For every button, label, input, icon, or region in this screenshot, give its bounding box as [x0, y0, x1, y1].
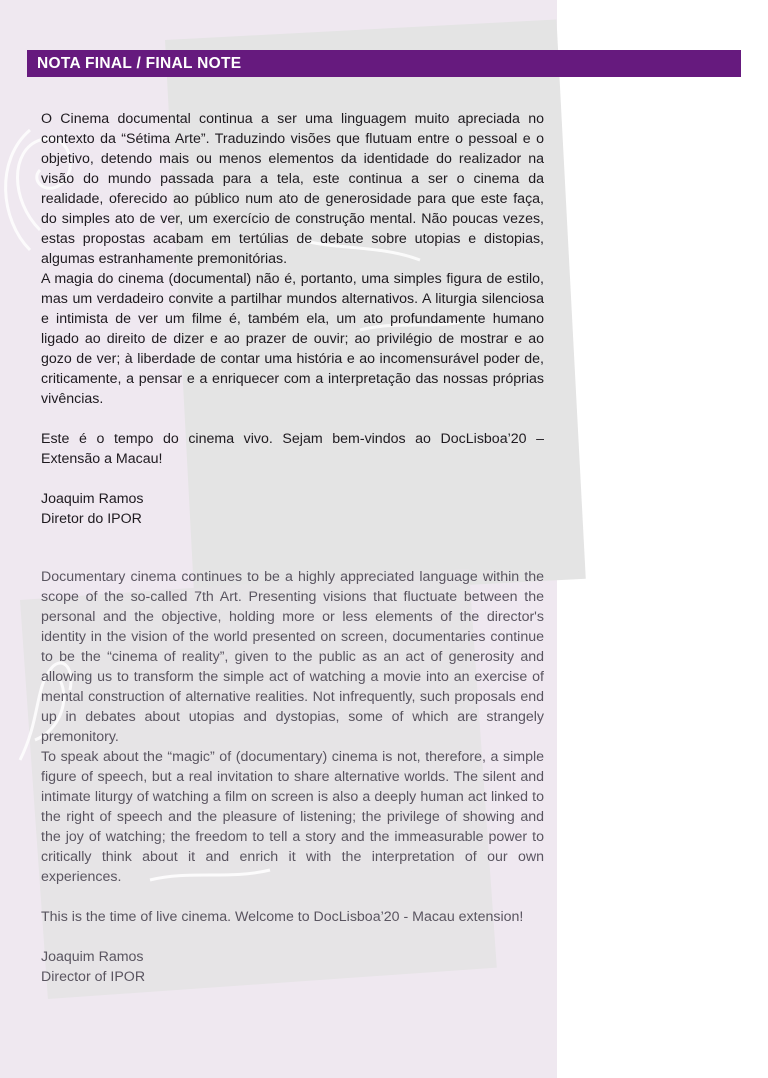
section-header: [27, 50, 741, 77]
pt-paragraph-1: O Cinema documental continua a ser uma linguagem muito apreciada no contexto da “Sétima Arte”. Traduzindo visões que flutuam entre o pessoal e o objetivo, detendo mais ou menos elementos da identidade do realizador na visão do mundo passada para a tela, este continua a ser o cinema da realidade, oferecido ao público num ato de generosidade para que este faça, do simples ato de ver, um exercício de construção mental. Não poucas vezes, estas propostas acabam em tertúlias de debate sobre utopias e distopias, algumas estranhamente premonitórias.: [41, 111, 544, 267]
en-paragraph-1: Documentary cinema continues to be a highly appreciated language within the scope of the so-called 7th Art. Presenting visions that fluctuate between the personal and the objective, holding more or less elements of the director's identity in the vision of the world presented on screen, documentaries continue to be the “cinema of reality”, given to the public as an act of generosity and allowing us to transform the simple act of watching a movie into an exercise of mental construction of alternative realities. Not infrequently, such proposals end up in debates about utopias and dystopias, some of which are strangely premonitory.: [41, 569, 544, 745]
pt-paragraph-2: A magia do cinema (documental) não é, portanto, uma simples figura de estilo, mas um verdadeiro convite a partilhar mundos alternativos. A liturgia silenciosa e intimista de ver um filme é, também ela, um ato profundamente humano ligado ao direito de dizer e ao prazer de ouvir; ao privilégio de mostrar e ao gozo de ver; à liberdade de contar uma história e ao incomensurável poder de, criticamente, a pensar e a enriquecer com a interpretação das nossas próprias vivências.: [41, 271, 544, 407]
en-signature-role: Director of IPOR: [41, 969, 146, 985]
pt-signature-role: Diretor do IPOR: [41, 511, 142, 527]
portuguese-text: [41, 109, 544, 529]
en-paragraph-2: To speak about the “magic” of (documentary) cinema is not, therefore, a simple figure of speech, but a real invitation to share alternative worlds. The silent and intimate liturgy of watching a film on screen is also a deeply human act linked to the right of speech and the pleasure of listening; the privilege of showing and the joy of watching; the freedom to tell a story and the immeasurable power to critically think about it and enrich it with the interpretation of our own experiences.: [41, 749, 544, 885]
english-text: [41, 567, 544, 987]
section-title: NOTA FINAL / FINAL NOTE: [37, 54, 242, 72]
pt-signature-name: Joaquim Ramos: [41, 491, 144, 507]
pt-paragraph-3: Este é o tempo do cinema vivo. Sejam bem-vindos ao DocLisboa’20 – Extensão a Macau!: [41, 431, 544, 467]
en-paragraph-3: This is the time of live cinema. Welcome to DocLisboa’20 - Macau extension!: [41, 909, 524, 925]
main-content: [41, 109, 544, 987]
en-signature-name: Joaquim Ramos: [41, 949, 144, 965]
